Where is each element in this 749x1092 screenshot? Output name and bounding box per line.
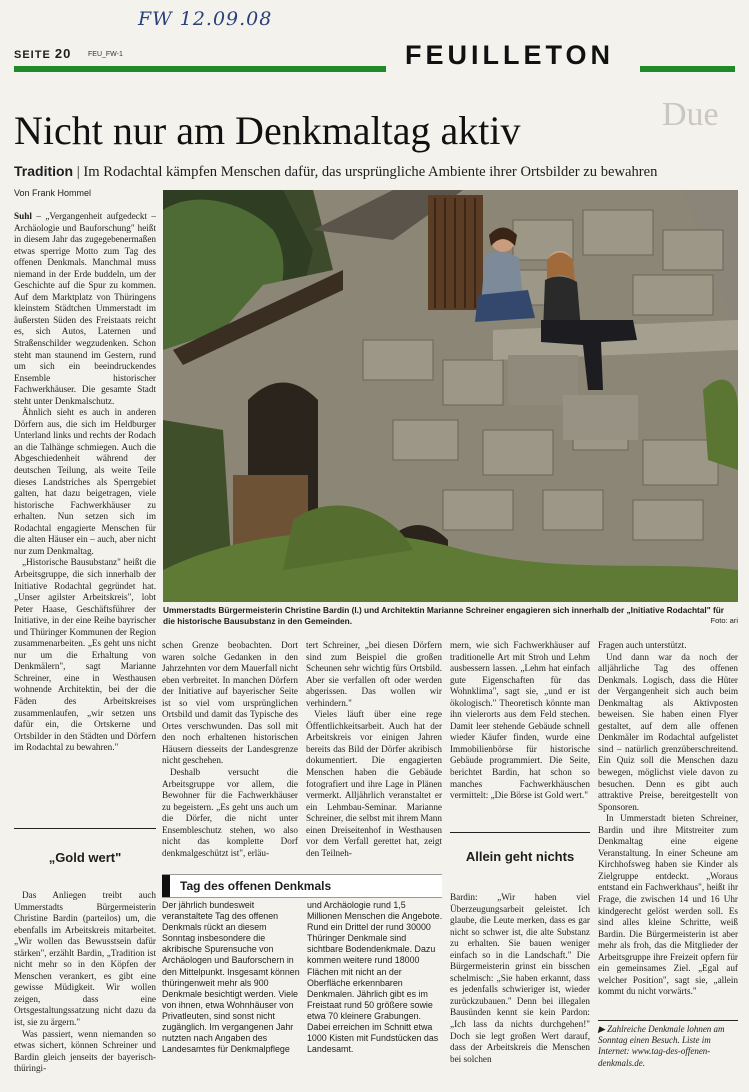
article-paragraph: Deshalb versucht die Arbeitsgruppe vor allem, die Bewohner für die Fachwerkhäuser zu begeistern. „Es geht uns auch um die Dörfer, die nicht unter Ensembleschutz stehen, wo also nicht das komplette Dorf denkmalgeschützt ist", erläu- [162,767,298,858]
infobox-column-1: Der jährlich bundesweit veranstaltete Tag des offenen Denkmals rückt an diesem Sonntag insbesondere die akribische Spurensuche von Archäologen und Bauforschern in den Mittelpunkt. Insgesamt können thüringenweit mehr als 900 Denkmale besichtigt werden. Viele von ihnen, etwa Wohnhäuser von Privatleuten, sind sonst nicht zugänglich. Im vergangenen Jahr nutzten nach Angaben des Landesamtes für Denkmalpflege [162,900,300,1055]
article-paragraph-text: – „Vergangenheit aufgedeckt – Archäologie und Bauforschung" heißt in diesem Jahr das zugegebenermaßen etwas sperrige Motto zum Tag des offenen Denkmals. Manchmal muss niemand in der Erde buddeln, um der Geschichte auf die Spur zu kommen. Auf dem Marktplatz von Thüringens kleinstem Städtchen Ummerstadt im äußersten Süden des Freistaats reicht es, sich Autos, Laternen und Straßenschilder wegzudenken. Schon steht man staunend im Gestern, rund um sich ein beeindruckendes Ensemble historischer Fachwerkhäuser. Die gesamte Stadt steht unter Denkmalschutz. [14,211,156,406]
article-photo [163,190,738,602]
divider [598,1020,738,1021]
byline: Von Frank Hommel [14,188,92,198]
section-title: FEUILLETON [405,40,615,70]
article-paragraph: Und dann war da noch der alljährliche Tag des offenen Denkmals. Logisch, dass die Hüter der Vergangenheit sich auch beim Denkmaltag als Aktivposten beweisen. Sie haben einen Flyer gestaltet, auf dem alle offenen Denkmäler im Rodachtal aufgelistet sind – natürlich grenzüberschreitend. Ein Quiz soll die Menschen dazu bewegen, möglichst viele davon zu besuchen. Denn es gibt auch attraktive Preise, bereitgestellt von Sponsoren. [598,651,738,812]
subhead-kicker: Tradition [14,163,74,179]
section-bar-left [14,66,386,72]
article-column-1 [14,211,156,815]
divider [450,832,590,833]
photo-illustration [163,190,738,602]
article-paragraph: „Historische Bausubstanz" heißt die Arbeitsgruppe, die sich innerhalb der Initiative Rodachtal gegründet hat. „Unser agilster Arbeitskreis", lobt Peter Haase, Geschäftsführer der Initiative, in der eine Reihe bayrischer und Thüringer Kommunen der Region zusammenarbeiten. „Es geht uns nicht nur um die Erhaltung von Denkmälern", sagt Marianne Schreiner, eine in Westhausen wohnende Architektin, bei der die Fäden des Arbeitskreises zusammenlaufen, „wir setzen uns dafür ein, die Ortskerne und Ortsbilder in den Städten und Dörfern im Rodachtal zu bewahren." [14,557,156,753]
footnote-text: Zahlreiche Denkmale lohnen am Sonntag einen Besuch. Liste im Internet: www.tag-des-offenen-denkmals.de. [598,1024,725,1068]
article-column-4 [450,640,590,827]
article-paragraph: In Ummerstadt bieten Schreiner, Bardin und ihre Mitstreiter zum Denkmaltag eine eigene Veranstaltung. In einer Scheune am Kirchhofsweg haben sie Kinder als Zielgruppe entdeckt. „Woraus entstand ein Fachwerkhaus", heißt ihr Frage, die zwischen 14 und 16 Uhr kindgerecht gelöst werden soll. Es sind alles kleine Schritte, weiß Bardin. Die Bürgermeisterin ist aber mehr als froh, das die Mitglieder der Arbeitsgruppe ihre Freizeit opfern für ein gemeinsames Ziel. „Egal auf welcher Position", sagt sie, „allein kommt du nicht vorwärts." [598,813,738,997]
infobox-column-2: und Archäologie rund 1,5 Millionen Menschen die Angebote. Rund ein Drittel der rund 30000 Thüringer Denkmale sind sichtbare Bodendenkmale. Dazu kommen weitere rund 18000 Flächen mit nicht an der Oberfläche erkennbaren Denkmalen. Jährlich gibt es im Freistaat rund 50 größere sowie etwa 70 kleinere Grabungen. Dabei erreichen im Schnitt etwa 1000 Kisten mit Fundstücken das Landesamt. [307,900,443,1055]
section-bar-right [640,66,735,72]
page-label-word: SEITE [14,49,51,61]
infobox-title [162,874,442,898]
article-column-4-continued [450,892,590,1087]
photo-caption [163,605,738,626]
article-paragraph [14,211,156,407]
handwritten-note: FW 12.09.08 [138,8,273,30]
triangle-icon: ▶ [598,1024,608,1034]
article-paragraph: tert Schreiner, „bei diesen Dörfern sind zum Beispiel die großen Scheunen sehr wichtig fürs Ortsbild. Aber sie verfallen oft oder werden abgerissen. Das wollen wir verhindern." [306,640,442,708]
article-column-1-continued [14,890,156,1087]
infobox-title-text: Tag des offenen Denkmals [180,879,332,893]
headline: Nicht nur am Denkmaltag aktiv [14,108,521,153]
article-paragraph: Vieles läuft über eine rege Öffentlichkeitsarbeit. Auch hat der Arbeitskreis vor einigen Jahren bereits das Bild der Dörfer akribisch dokumentiert. Die engagierten Menschen haben die Gebäude fotografiert und ihre Lage in Plänen vermerkt. Alljährlich veranstaltet er ein Lehmbau-Seminar. Marianne Schreiner, die selbst mit ihrem Mann einen Dreiseitenhof in Westhausen vor dem Verfall gerettet hat, zeigt den Teilneh- [306,709,442,858]
page-number: 20 [54,46,72,61]
divider [14,828,156,829]
subheading-allein-geht-nichts: Allein geht nichts [465,849,575,864]
article-column-2 [162,640,298,865]
article-paragraph: Was passiert, wenn niemanden so etwas sichert, können Schreiner und Bardin gleich jenseits der bayerisch-thüringi- [14,1028,156,1074]
subhead [14,163,739,181]
subhead-text: | Im Rodachtal kämpfen Menschen dafür, das ursprüngliche Ambiente ihrer Ortsbilder zu bewahren [76,164,658,180]
article-paragraph: Fragen auch unterstützt. [598,640,687,650]
photo-credit: Foto: ari [710,615,738,625]
article-paragraph: mern, wie sich Fachwerkhäuser auf traditionelle Art mit Stroh und Lehm ausbessern lassen. „Lehm hat einfach gute Eigenschaften für das Wohnklima", sagt sie, „und er ist ökologisch." Theoretisch könnte man ihn vielerorts aus dem Feld stechen. Damit leer stehende Gebäude schnell wieder Käufer finden, wurde eine Immobilienbörse für historische Gebäude programmiert. Die Seite, berichtet Bardin, hat schon so manches Fachwerkhäuschen vermittelt: „Die Börse ist Gold wert." [450,640,590,801]
bleed-through-text: Due [662,96,719,133]
article-paragraph: Bardin: „Wir haben viel Überzeugungsarbeit geleistet. Ich glaube, die Leute merken, dass es gar nicht so schwer ist, die alte Substanz zu erhalten. Sie bauen weniger einfach so in die Landschaft." Die Bürgermeisterin grinst ein bisschen schelmisch: „Sie haben erkannt, dass es jedenfalls schwieriger ist, wieder zurückzubauen." Denn bei illegalen Bausünden kennt sie kein Pardon: „Ich lass da nichts durchgehen!" Doch sie legt großen Wert darauf, dass der Arbeitskreis die Menschen bei solchen [450,892,590,1064]
article-column-3 [306,640,442,865]
article-column-5 [598,640,738,1018]
photo-caption-text: Ummerstadts Bürgermeisterin Christine Bardin (l.) und Architektin Marianne Schreiner engagieren sich innerhalb der „Initiative Rodachtal" für die historische Bausubstanz in den Gemeinden. [163,605,725,626]
subheading-gold-wert: „Gold wert" [48,850,122,865]
infobox-marker [162,875,170,897]
article-paragraph: Das Anliegen treibt auch Ummerstadts Bürgermeisterin Christine Bardin (parteilos) um, die ebenfalls im Arbeitskreis mitarbeitet. „Wir wollen das Bewusstsein dafür stärken", erzählt Bardin, „Tradition ist nicht mehr so in den Köpfen der Menschen verankert, es gibt eine gewisse Müdigkeit. Wir wollen zeigen, dass eine Ortsgestaltungssatzung nicht dazu da ist, sie zu ärgern." [14,890,156,1028]
article-paragraph: schen Grenze beobachten. Dort waren solche Gedanken in den Jahrzehnten vor dem Mauerfall nicht eben verbreitet. In manchen Dörfern der Initiative auf bayerischer Seite ist so viel vom ursprünglichen Ortsbild und damit das Typische des Ortes verschwunden. Das soll mit den noch erhaltenen historischen Häusern diesseits der Landesgrenze nicht geschehen. [162,640,298,766]
footnote [598,1024,738,1069]
page-label [14,46,71,61]
page-code: FEU_FW-1 [88,51,123,58]
article-paragraph: Ähnlich sieht es auch in anderen Dörfern aus, die sich im Heldburger Unterland links und rechts der Rodach an die Talhänge schmiegen. Auch die Abgeschiedenheit während der deutschen Teilung, als weite Teile dieses Landstriches als Sperrgebiet galten, hat dazu beigetragen, viele historische Fachwerkhäuser zu erhalten. Nun setzen sich im Rodachtal engagierte Menschen für die alten Häuser ein – auch, aber nicht nur zum Denkmaltag. [14,407,156,556]
dateline: Suhl [14,211,32,221]
